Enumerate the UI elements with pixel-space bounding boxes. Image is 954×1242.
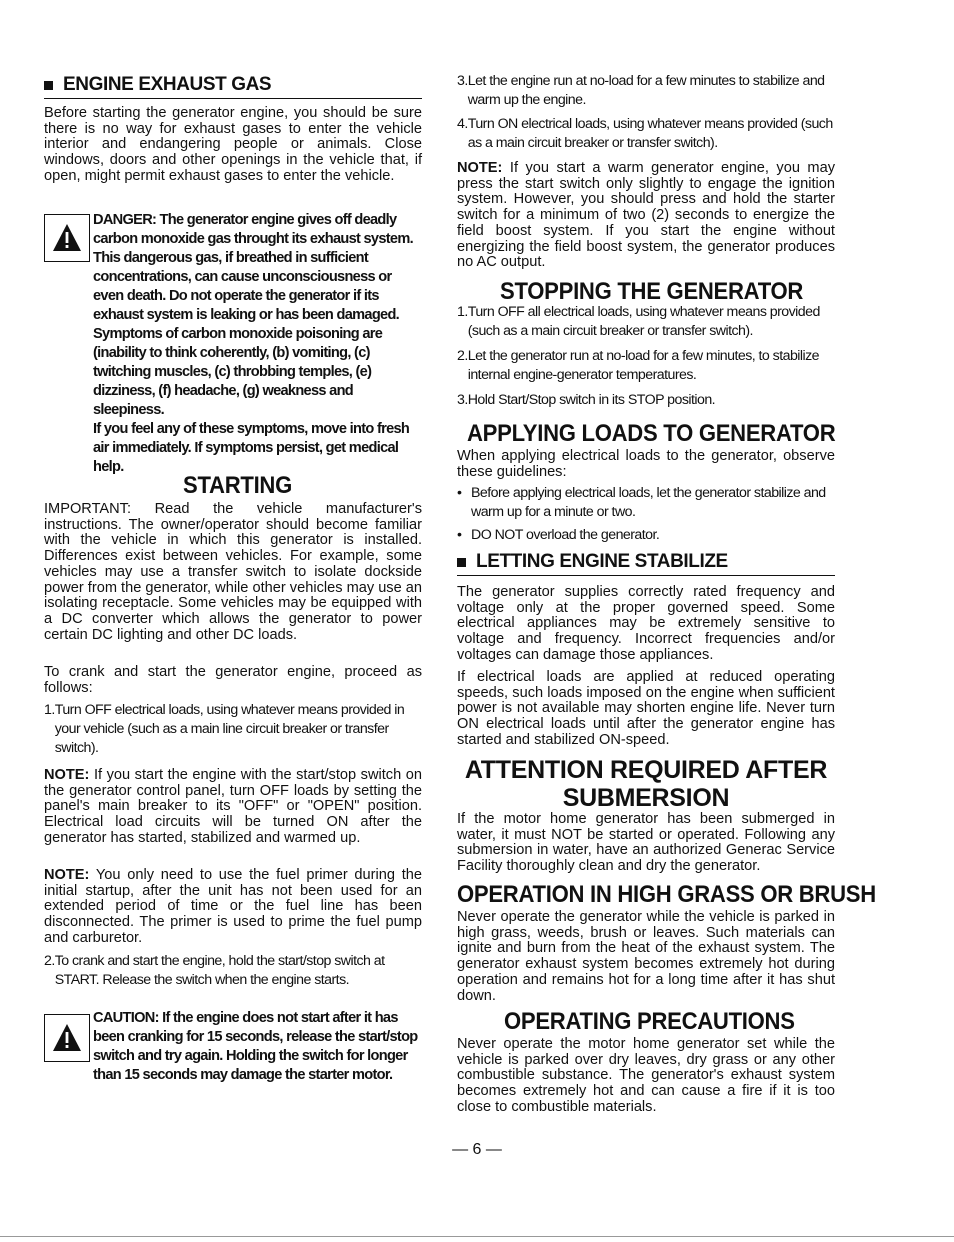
attention-heading: ATTENTION REQUIRED AFTER SUBMERSION [464, 756, 828, 812]
danger-paragraph-3: If you feel any of these symptoms, move into fresh air immediately. If symptoms persist, get medical help. [93, 421, 410, 475]
crank-intro: To crank and start the generator engine, proceed as follows: [44, 664, 422, 696]
caution-text: CAUTION: If the engine does not start after it has been cranking for 15 seconds, release the start/stop switch and try again. Holding the switch for longer than 15 seconds may damage the starter motor. [93, 1010, 418, 1083]
danger-paragraph-1: DANGER: The generator engine gives off deadly carbon monoxide gas throught its exhaust system. This dangerous gas, if breathed in sufficient concentrations, can cause unconsciousness or even death. Do not operate the generator if its exhaust system is leaking or has been damaged. [93, 212, 413, 323]
applying-heading: APPLYING LOADS TO GENERATOR [467, 420, 836, 447]
letting-heading: LETTING ENGINE STABILIZE [457, 551, 835, 576]
starting-note-2: NOTE: You only need to use the fuel primer during the initial startup, after the unit has not been used for an extended period of time or the fuel line has been disconnected. The primer is used to prime the fuel pump and carburetor. [44, 867, 422, 946]
danger-text [93, 211, 422, 477]
stopping-step-3: 3. Hold Start/Stop switch in its STOP position. [457, 392, 716, 408]
applying-intro: When applying electrical loads to the generator, observe these guidelines: [457, 448, 835, 480]
stopping-step-2: 2. Let the generator run at no-load for a few minutes, to stabilize internal engine-generator temperatures. [457, 348, 819, 383]
precautions-body: Never operate the motor home generator set while the vehicle is parked over dry leaves, dry grass or any other combustible substance. The generator's exhaust system becomes extremely hot and can cause a fire if it is too close to combustible materials. [457, 1036, 835, 1115]
starting-step-4: 4. Turn ON electrical loads, using whatever means provided (such as a main circuit breaker or transfer switch). [457, 116, 833, 151]
stopping-step-1: 1. Turn OFF all electrical loads, using whatever means provided (such as a main circuit breaker or transfer switch). [457, 304, 820, 339]
starting-step-3: 3. Let the engine run at no-load for a few minutes to stabilize and warm up the engine. [457, 73, 825, 108]
starting-step-1: 1. Turn OFF electrical loads, using whatever means provided in your vehicle (such as a main line circuit breaker or transfer switch). [44, 702, 405, 756]
page-number: — 6 — [452, 1141, 502, 1158]
bottom-scan-rule [0, 1236, 954, 1237]
engine-exhaust-heading: ENGINE EXHAUST GAS [44, 74, 422, 99]
precautions-heading: OPERATING PRECAUTIONS [504, 1008, 795, 1035]
starting-heading: STARTING [183, 472, 293, 499]
high-grass-body: Never operate the generator while the vehicle is parked in high grass, weeds, brush or leaves. Such materials can ignite and burn from the heat of the exhaust system. The generator exhaust system becomes extremely hot during operation and remains hot for a long time after it has shut down. [457, 909, 835, 1004]
applying-bullet-1: • Before applying electrical loads, let the generator stabilize and warm up for a minute or two. [457, 485, 826, 520]
danger-warning-box [44, 214, 90, 262]
applying-bullet-2: • DO NOT overload the generator. [457, 527, 660, 543]
stopping-heading: STOPPING THE GENERATOR [500, 278, 804, 305]
engine-exhaust-body: Before starting the generator engine, you should be sure there is no way for exhaust gases to enter the vehicle interior and endangering people or animals. Close windows, doors and other openings in the vehicle that, if open, might permit exhaust gases to enter the vehicle. [44, 105, 422, 184]
danger-warning [44, 212, 422, 475]
heading-square-bullet-icon [44, 81, 53, 90]
starting-note-1: NOTE: If you start the engine with the start/stop switch on the generator control panel, turn OFF loads by setting the panel's main breaker to its "OFF" or "OPEN" position. Electrical load circuits will be turned ON after the generator has started, stabilized and warmed up. [44, 767, 422, 846]
attention-body: If the motor home generator has been submerged in water, it must NOT be started or operated. Following any submersion in water, have an authorized Generac Service Facility thoroughly clean and dry the generator. [457, 811, 835, 875]
warm-start-note: NOTE: If you start a warm generator engine, you may press the start switch only slightly to engage the ignition system. However, you should press and hold the starter switch for a minimum of two (2) seconds to energize the field boost system. If you start the engine without energizing the field boost system, the generator produces no AC output. [457, 160, 835, 271]
starting-step-2: 2. To crank and start the engine, hold the start/stop switch at START. Release the switch when the engine starts. [44, 953, 385, 988]
high-grass-heading: OPERATION IN HIGH GRASS OR BRUSH [457, 881, 876, 908]
warning-triangle-icon [52, 1023, 82, 1053]
danger-paragraph-2: Symptoms of carbon monoxide poisoning are (inability to think coherently, (b) vomiting, (c) twitching muscles, (c) throbbing temples, (e) dizziness, (f) headache, (g) weakness and sleepiness. [93, 326, 383, 418]
caution-warning-box [44, 1014, 90, 1062]
warning-triangle-icon [52, 223, 82, 253]
letting-paragraph-1: The generator supplies correctly rated frequency and voltage only at the proper governed speed. Some electrical appliances may be extremely sensitive to voltage and frequency. Incorrect frequencies and/or voltages can damage those appliances. [457, 584, 835, 663]
starting-important: IMPORTANT: Read the vehicle manufacturer's instructions. The owner/operator should become familiar with the vehicle in which this generator is installed. Differences exist between vehicles. For example, some vehicles may use a transfer switch to isolate dockside power from the generator, while other vehicles may use an isolating receptacle. Some vehicles may be equipped with a DC converter which allows the generator to power certain DC lighting and other DC loads. [44, 501, 423, 643]
heading-square-bullet-icon [457, 558, 466, 567]
letting-paragraph-2: If electrical loads are applied at reduced operating speeds, such loads imposed on the engine when sufficient power is not available may shorten engine life. Never turn ON electrical loads until after the generator engine has started and stabilized ON-speed. [457, 669, 835, 748]
caution-warning [44, 1010, 422, 1094]
